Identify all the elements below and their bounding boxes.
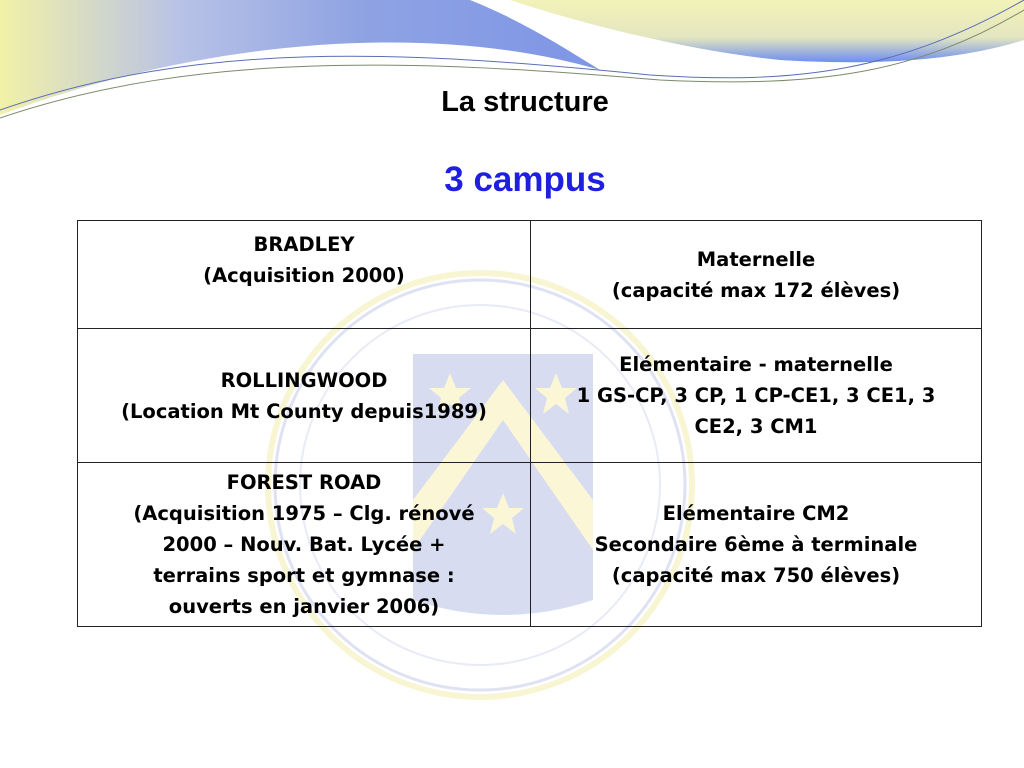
campus-name: BRADLEY — [253, 233, 355, 256]
slide-title: La structure — [441, 86, 609, 118]
info-line: Secondaire 6ème à terminale — [594, 533, 918, 556]
info-line: 1 GS-CP, 3 CP, 1 CP-CE1, 3 CE1, 3 — [576, 384, 936, 407]
info-line: (capacité max 750 élèves) — [611, 564, 901, 587]
campus-table — [77, 220, 982, 627]
campus-detail: 2000 – Nouv. Bat. Lycée + — [162, 533, 446, 556]
campus-detail: terrains sport et gymnase : — [153, 564, 455, 587]
campus-detail: (Acquisition 1975 – Clg. rénové — [133, 502, 475, 525]
slide-subtitle: 3 campus — [444, 160, 606, 199]
table-row — [78, 329, 982, 463]
info-cell — [531, 329, 982, 463]
campus-detail: (Location Mt County depuis1989) — [121, 399, 487, 423]
campus-cell — [78, 329, 531, 463]
campus-cell — [78, 463, 531, 627]
table-row — [78, 221, 982, 329]
campus-name: FOREST ROAD — [226, 471, 382, 494]
info-line: Maternelle — [696, 247, 816, 271]
info-line: CE2, 3 CM1 — [694, 415, 818, 438]
campus-name: ROLLINGWOOD — [220, 368, 388, 392]
campus-cell — [78, 221, 531, 329]
campus-detail: ouverts en janvier 2006) — [168, 595, 440, 618]
info-line: (capacité max 172 élèves) — [611, 278, 901, 302]
info-line: Elémentaire CM2 — [662, 502, 850, 525]
info-cell — [531, 221, 982, 329]
campus-detail: (Acquisition 2000) — [203, 264, 405, 287]
info-cell — [531, 463, 982, 627]
info-line: Elémentaire - maternelle — [619, 353, 893, 376]
table-row — [78, 463, 982, 627]
